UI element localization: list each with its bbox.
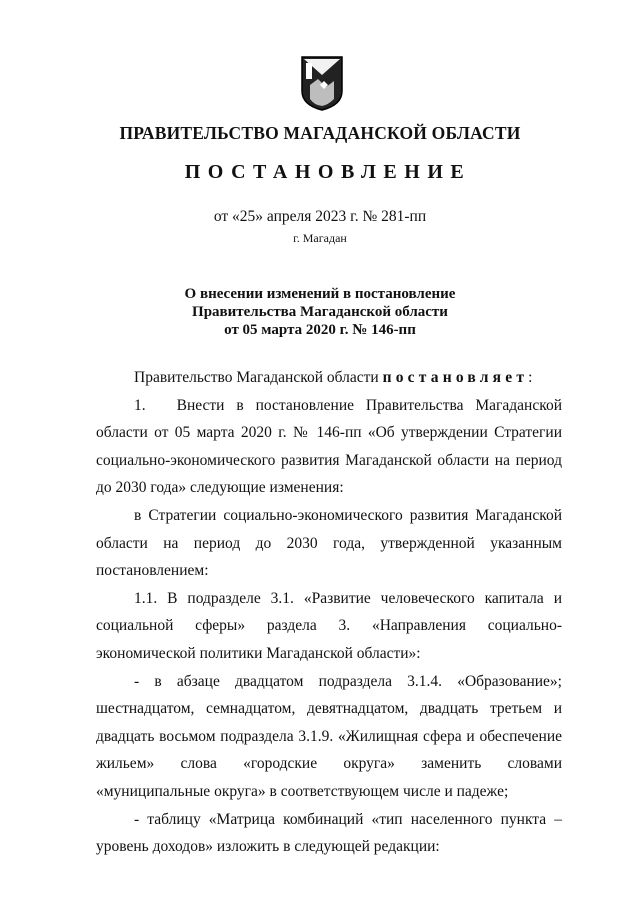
decree-word: постановляет <box>382 369 529 386</box>
document-city: г. Магадан <box>293 231 347 245</box>
paragraph-item-1-1: 1.1. В подразделе 3.1. «Развитие человеческого капитала и социальной сферы» раздела 3. «Направления социально-экономической политики Магаданской области»: <box>96 589 562 662</box>
document-body <box>96 364 562 861</box>
document-date-number: от «25» апреля 2023 г. № 281-пп <box>213 208 427 225</box>
preamble <box>96 364 562 392</box>
subject-line: Правительства Магаданской области <box>192 304 448 320</box>
document-type: ПОСТАНОВЛЕНИЕ <box>184 161 472 183</box>
subject-line: О внесении изменений в постановление <box>184 286 456 302</box>
paragraph-bullet-2: - таблицу «Матрица комбинаций «тип населенного пункта – уровень доходов» изложить в следующей редакции: <box>96 810 562 856</box>
paragraph-item-1-intro: в Стратегии социально-экономического развития Магаданской области на период до 2030 года, утвержденной указанным постановлением: <box>96 506 562 580</box>
subject-line: от 05 марта 2020 г. № 146-пп <box>224 322 416 338</box>
preamble-colon: : <box>528 369 533 386</box>
preamble-text: Правительство Магаданской области <box>134 369 383 386</box>
coat-of-arms-icon <box>300 55 344 111</box>
paragraph-item-1: 1. Внести в постановление Правительства Магаданской области от 05 марта 2020 г. № 146-пп «Об утверждении Стратегии социально-экономического развития Магаданской области на период до 2030 года» следующие изменения: <box>96 396 562 497</box>
organization-title: ПРАВИТЕЛЬСТВО МАГАДАНСКОЙ ОБЛАСТИ <box>119 123 521 143</box>
document-subject <box>0 285 640 339</box>
paragraph-bullet-1: - в абзаце двадцатом подраздела 3.1.4. «Образование»; шестнадцатом, семнадцатом, девятнадцатом, двадцать третьем и двадцать восьмом подраздела 3.1.9. «Жилищная сфера и обеспечение жильем» слова «городские округа» заменить словами «муниципальные округа» в соответствующем числе и падеже; <box>96 672 562 800</box>
